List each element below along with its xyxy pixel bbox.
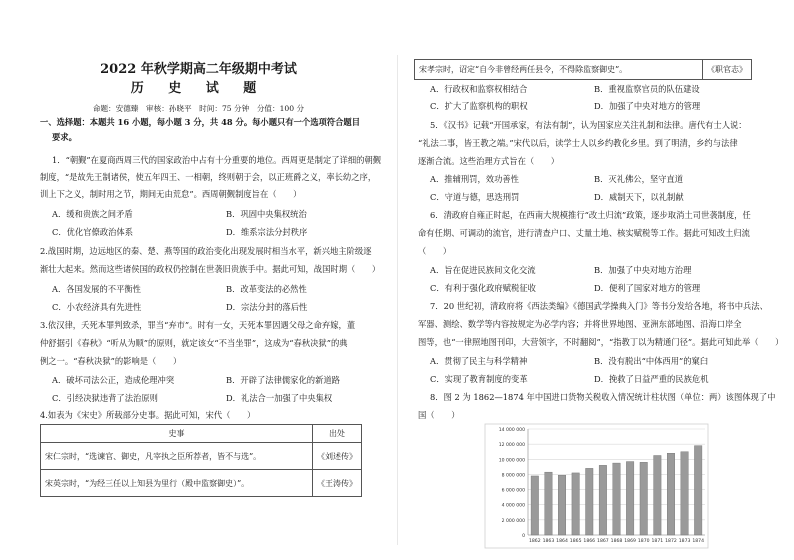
- y-tick-label: 8 000 000: [501, 473, 525, 479]
- q3-option-b[interactable]: B．开辟了法律儒家化的新道路: [226, 375, 340, 385]
- q6-option-c[interactable]: C．有利于强化政府赋税征收: [430, 283, 536, 293]
- chart-svg: [484, 423, 709, 549]
- x-tick-label: 1865: [569, 539, 582, 544]
- q7-option-b[interactable]: B．没有脱出“中体西用”的窠臼: [594, 356, 709, 366]
- q5-option-b[interactable]: B．灭礼佛公，坚守直道: [594, 174, 684, 184]
- q1-option-b[interactable]: B．巩固中央集权统治: [226, 209, 307, 219]
- y-tick-label: 10 000 000: [498, 458, 525, 464]
- q5-option-c[interactable]: C．守道与德，思迭刑罚: [430, 192, 520, 202]
- q5-text: 5．《汉书》记载“开国承家，有法有制”，认为国家应关注礼制和法律。唐代有士人说：: [430, 120, 747, 130]
- x-tick-label: 1864: [556, 539, 568, 544]
- tariff-bar-chart: [484, 423, 709, 549]
- q2-text: 渐壮大起来。然而这些诸侯国的政权仍控制在世袭旧贵族手中。据此可知，战国时期（ ）: [40, 264, 381, 274]
- q2-option-d[interactable]: D．宗法分封的落后性: [226, 302, 308, 312]
- q3-option-d[interactable]: D．礼法合一加强了中央集权: [226, 393, 333, 403]
- exam-title: 2022 年秋学期高二年级期中考试: [100, 62, 297, 77]
- x-tick-label: 1871: [651, 539, 664, 544]
- bar-1874: [694, 446, 701, 535]
- x-tick-label: 1862: [528, 539, 541, 544]
- y-tick-label: 14 000 000: [498, 428, 525, 433]
- q7-text: 图等，也“一律照地图刊印，大营领字，不时翻阅”，“指教丁以为精通门径”。据此可知此举（ ）: [418, 337, 784, 347]
- y-tick-label: 6 000 000: [501, 488, 525, 494]
- table-row: [41, 443, 362, 470]
- q2-option-b[interactable]: B．改革变法的必然性: [226, 284, 307, 294]
- bar-1868: [613, 463, 620, 535]
- x-tick-label: 1868: [610, 539, 623, 544]
- q4-source-table: [40, 424, 362, 497]
- q2-text: 2.战国时期，边远地区的秦、楚、燕等国的政治变化出现发展时相当水平，新兴地主阶级逐: [40, 246, 372, 256]
- q2-option-a[interactable]: A．各国发展的不平衡性: [52, 284, 141, 294]
- y-tick-label: 4 000 000: [501, 503, 525, 509]
- q6-option-a[interactable]: A．旨在促进民族间文化交流: [430, 265, 536, 275]
- q6-text: （ ）: [418, 246, 452, 256]
- q5-option-d[interactable]: D．威制天下，以礼制献: [594, 192, 684, 202]
- q4-option-a[interactable]: A．行政权和监察权相结合: [430, 84, 528, 94]
- q3-text: 3.依汉律，夭死本罪判致杀，罪当“弃市”。时有一女，天死本罪因遇父母之命弃嫁，董: [40, 320, 356, 330]
- q3-text: 仲舒据引《春秋》“听从为顺”的原则，就定该女“不当坐罪”，这成为“春秋决狱”的典: [40, 338, 348, 348]
- x-tick-label: 1870: [637, 539, 650, 544]
- q6-text: 6．清政府自雍正时起，在西南大规模推行“改土归流”政策，逐步取消土司世袭制度，任: [430, 210, 751, 220]
- x-tick-label: 1873: [678, 539, 691, 544]
- table-header-event: 史事: [41, 425, 313, 443]
- q4-source-table-cont: [414, 59, 752, 80]
- q6-option-b[interactable]: B．加强了中央对地方治理: [594, 265, 692, 275]
- q3-text: 例之一。“春秋决狱”的影响是（ ）: [40, 356, 182, 366]
- x-tick-label: 1867: [597, 539, 609, 544]
- table-cell-event: 宋孝宗时，诏定“自今非曾经两任县令，不得除监察御史”。: [415, 60, 703, 80]
- x-tick-label: 1874: [692, 539, 705, 544]
- table-row: [41, 470, 362, 497]
- q8-text: 国（ ）: [418, 410, 460, 420]
- x-tick-label: 1866: [583, 539, 596, 544]
- table-header-source: 出处: [313, 425, 362, 443]
- q1-option-d[interactable]: D．维系宗法分封秩序: [226, 227, 308, 237]
- y-tick-label: 2 000 000: [501, 518, 525, 524]
- q4-option-b[interactable]: B．重视监察官员的队伍建设: [594, 84, 700, 94]
- table-cell-source: 《王涛传》: [313, 470, 362, 497]
- y-tick-label: 0: [522, 534, 525, 539]
- q4-option-d[interactable]: D．加强了中央对地方的管理: [594, 101, 701, 111]
- q7-option-d[interactable]: D．挽救了日益严重的民族危机: [594, 374, 709, 384]
- q1-text: 制度，“是故先王制诸侯，使五年四王、一相朝，终则朝于会，以正班爵之义，率长幼之序，: [40, 172, 377, 182]
- q5-text: “礼法二事，皆王教之端。”宋代以后，读学士人以乡约教化乡里。到了明清，乡约与法律: [418, 138, 738, 148]
- bar-1872: [667, 453, 674, 535]
- q2-option-c[interactable]: C．小农经济具有先进性: [52, 302, 142, 312]
- bar-1873: [681, 452, 688, 535]
- bar-1863: [545, 472, 552, 535]
- q7-option-a[interactable]: A．贯彻了民主与科学精神: [430, 356, 528, 366]
- q1-text: 1．“朝觐”在夏商西周三代的国家政治中占有十分重要的地位。西周更是制定了详细的朝觐: [52, 155, 382, 165]
- q1-option-a[interactable]: A．缓和贵族之间矛盾: [52, 209, 133, 219]
- y-tick-label: 12 000 000: [498, 443, 525, 449]
- table-cell-source: 《职官志》: [703, 60, 752, 80]
- exam-meta: 命题：安德臻 审核：孙晓平 时间：75 分钟 分值：100 分: [92, 104, 305, 113]
- bar-1869: [626, 462, 633, 535]
- section-heading-cont: 要求。: [52, 132, 77, 142]
- q4-text: 4.如表为《宋史》所载部分史事。据此可知，宋代（ ）: [40, 410, 256, 420]
- bar-1870: [640, 462, 647, 535]
- q4-option-c[interactable]: C．扩大了监察机构的职权: [430, 101, 528, 111]
- table-row: [415, 60, 752, 80]
- x-tick-label: 1869: [624, 539, 636, 544]
- q5-text: 逐渐合流。这些治理方式旨在（ ）: [418, 156, 560, 166]
- table-cell-event: 宋英宗时，“为经三任以上知县为里行（殿中监察御史）”。: [41, 470, 313, 497]
- table-cell-event: 宋仁宗时，“选谏官、御史，凡宰执之臣所荐者，皆不与选”。: [41, 443, 313, 470]
- q3-option-a[interactable]: A．破坏司法公正，造成伦理冲突: [52, 375, 175, 385]
- bar-1871: [654, 456, 661, 536]
- q8-text: 8．图 2 为 1862—1874 年中国进口货物关税收入情况统计柱状图（单位：两）该图体现了中: [430, 392, 776, 402]
- q7-text: 军器、测绘、数学等内容按规定为必学内容；并将世界地图、亚洲东部地图、沿海口岸全: [418, 319, 742, 329]
- q1-text: 训上下之义，制时用之节，期间无由荒怠”。西周朝觐制度旨在（ ）: [40, 189, 302, 199]
- exam-subject: 历 史 试 题: [130, 81, 267, 96]
- bar-1866: [586, 468, 593, 535]
- x-tick-label: 1863: [542, 539, 555, 544]
- q1-option-c[interactable]: C．优化官僚政治体系: [52, 227, 134, 237]
- bar-1862: [531, 476, 538, 535]
- q7-option-c[interactable]: C．实现了教育制度的变革: [430, 374, 528, 384]
- q5-option-a[interactable]: A．推辅刑罚，效功善性: [430, 174, 519, 184]
- q3-option-c[interactable]: C．引经决狱违背了法治原则: [52, 393, 158, 403]
- bar-1864: [558, 475, 565, 535]
- column-divider: [397, 55, 398, 545]
- bar-1865: [572, 473, 579, 535]
- q7-text: 7．20 世纪初，清政府将《西法类编》《德国武学操典入门》等书分发给各地，将书中兵法、: [430, 301, 768, 311]
- q6-text: 命有任期、可调动的流官，进行清查户口、丈量土地、核实赋税等工作。据此可知改土归流: [418, 228, 750, 238]
- section-heading: 一、选择题：本题共 16 小题，每小题 3 分，共 48 分。每小题只有一个选项符合题目: [40, 117, 360, 127]
- bar-1867: [599, 465, 606, 535]
- table-cell-source: 《刘述传》: [313, 443, 362, 470]
- q6-option-d[interactable]: D．便利了国家对地方的管理: [594, 283, 701, 293]
- x-tick-label: 1872: [665, 539, 677, 544]
